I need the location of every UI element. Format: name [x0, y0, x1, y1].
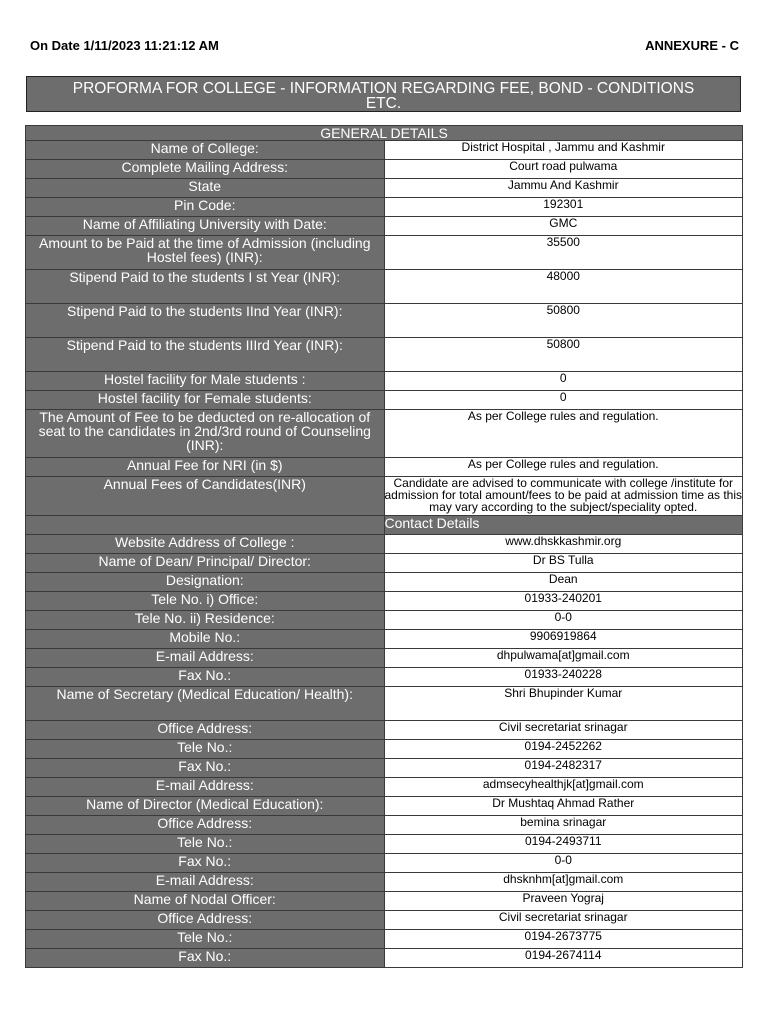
form-row [26, 141, 743, 160]
form-row [26, 217, 743, 236]
form-row [26, 573, 743, 592]
field-value: 01933-240201 [384, 592, 743, 611]
field-value: 0194-2482317 [384, 759, 743, 778]
field-label: The Amount of Fee to be deducted on re-allocation of seat to the candidates in 2nd/3rd round of Counseling (INR): [26, 410, 385, 458]
form-row [26, 911, 743, 930]
form-row [26, 410, 743, 458]
form-row [26, 535, 743, 554]
field-label: Stipend Paid to the students I st Year (INR): [26, 270, 385, 304]
field-value: Shri Bhupinder Kumar [384, 687, 743, 721]
report-date: On Date 1/11/2023 11:21:12 AM [30, 38, 219, 53]
field-label: Hostel facility for Female students: [26, 391, 385, 410]
field-value: As per College rules and regulation. [384, 410, 743, 458]
form-row [26, 759, 743, 778]
field-label: Name of Secretary (Medical Education/ Health): [26, 687, 385, 721]
form-row [26, 668, 743, 687]
form-row [26, 160, 743, 179]
form-row [26, 854, 743, 873]
field-label: Name of Director (Medical Education): [26, 797, 385, 816]
field-value: 50800 [384, 338, 743, 372]
form-row [26, 687, 743, 721]
form-row [26, 949, 743, 968]
field-value: 01933-240228 [384, 668, 743, 687]
field-label: Fax No.: [26, 668, 385, 687]
page-title-line-1: PROFORMA FOR COLLEGE - INFORMATION REGARDING FEE, BOND - CONDITIONS [72, 80, 695, 97]
form-row [26, 554, 743, 573]
field-label: Designation: [26, 573, 385, 592]
field-label: Stipend Paid to the students IInd Year (INR): [26, 304, 385, 338]
field-value: dhsknhm[at]gmail.com [384, 873, 743, 892]
form-row [26, 477, 743, 516]
form-row [26, 816, 743, 835]
form-row [26, 592, 743, 611]
field-value: 0194-2673775 [384, 930, 743, 949]
field-label: Name of College: [26, 141, 385, 160]
form-row [26, 835, 743, 854]
form-row [26, 721, 743, 740]
field-value: Dr BS Tulla [384, 554, 743, 573]
contact-details-header-row [26, 516, 743, 535]
form-row [26, 198, 743, 217]
field-value: bemina srinagar [384, 816, 743, 835]
field-label: Tele No.: [26, 835, 385, 854]
field-label: Hostel facility for Male students : [26, 372, 385, 391]
form-row [26, 930, 743, 949]
form-row [26, 630, 743, 649]
field-label: Name of Affiliating University with Date: [26, 217, 385, 236]
form-row [26, 611, 743, 630]
general-details-header: GENERAL DETAILS [26, 126, 743, 141]
form-row [26, 778, 743, 797]
form-row [26, 270, 743, 304]
contact-details-header: Contact Details [384, 516, 743, 535]
field-label: Website Address of College : [26, 535, 385, 554]
field-value: As per College rules and regulation. [384, 458, 743, 477]
form-row [26, 338, 743, 372]
field-value: Civil secretariat srinagar [384, 911, 743, 930]
field-value: District Hospital , Jammu and Kashmir [384, 141, 743, 160]
field-label: Stipend Paid to the students IIIrd Year (INR): [26, 338, 385, 372]
field-label: Tele No. i) Office: [26, 592, 385, 611]
field-label: Complete Mailing Address: [26, 160, 385, 179]
form-row [26, 179, 743, 198]
field-value: Praveen Yograj [384, 892, 743, 911]
form-row [26, 458, 743, 477]
field-value: dhpulwama[at]gmail.com [384, 649, 743, 668]
page-title [26, 76, 741, 112]
field-value: 0194-2452262 [384, 740, 743, 759]
form-row [26, 649, 743, 668]
proforma-table [25, 125, 743, 968]
field-value: 48000 [384, 270, 743, 304]
field-label: State [26, 179, 385, 198]
field-label: Amount to be Paid at the time of Admission (including Hostel fees) (INR): [26, 236, 385, 270]
form-row [26, 740, 743, 759]
form-row [26, 372, 743, 391]
field-value: Jammu And Kashmir [384, 179, 743, 198]
field-value: Civil secretariat srinagar [384, 721, 743, 740]
field-label: Fax No.: [26, 759, 385, 778]
field-label: Office Address: [26, 721, 385, 740]
field-label: Pin Code: [26, 198, 385, 217]
field-value: 50800 [384, 304, 743, 338]
field-label: Tele No.: [26, 930, 385, 949]
field-value: 9906919864 [384, 630, 743, 649]
field-value: 0194-2674114 [384, 949, 743, 968]
field-value: 192301 [384, 198, 743, 217]
field-value: www.dhskkashmir.org [384, 535, 743, 554]
form-row [26, 304, 743, 338]
field-label: Office Address: [26, 816, 385, 835]
field-value: Court road pulwama [384, 160, 743, 179]
form-row [26, 892, 743, 911]
form-row [26, 873, 743, 892]
field-label: E-mail Address: [26, 778, 385, 797]
contact-details-header-spacer [26, 516, 385, 535]
field-value: 0194-2493711 [384, 835, 743, 854]
field-label: E-mail Address: [26, 873, 385, 892]
field-label: E-mail Address: [26, 649, 385, 668]
field-label: Tele No. ii) Residence: [26, 611, 385, 630]
field-value: Candidate are advised to communicate with college /institute for admission for total amount/fees to be paid at admission time as this may vary according to the subject/speciality opted. [384, 476, 743, 514]
field-value: 35500 [384, 236, 743, 270]
field-label: Mobile No.: [26, 630, 385, 649]
field-value: 0 [384, 391, 743, 410]
field-label: Annual Fee for NRI (in $) [26, 458, 385, 477]
field-label: Fax No.: [26, 854, 385, 873]
field-value: Dean [384, 573, 743, 592]
form-row [26, 797, 743, 816]
field-label: Fax No.: [26, 949, 385, 968]
field-label: Name of Nodal Officer: [26, 892, 385, 911]
field-value: 0-0 [384, 611, 743, 630]
field-value: 0 [384, 372, 743, 391]
page-title-line-2: ETC. [365, 95, 402, 112]
field-value: admsecyhealthjk[at]gmail.com [384, 778, 743, 797]
field-label: Annual Fees of Candidates(INR) [26, 477, 385, 516]
form-row [26, 236, 743, 270]
field-label: Name of Dean/ Principal/ Director: [26, 554, 385, 573]
field-value: GMC [384, 217, 743, 236]
field-label: Tele No.: [26, 740, 385, 759]
field-value: Dr Mushtaq Ahmad Rather [384, 797, 743, 816]
field-value: 0-0 [384, 854, 743, 873]
annexure-label: ANNEXURE - C [645, 38, 739, 53]
general-details-header-row [26, 126, 743, 141]
field-label: Office Address: [26, 911, 385, 930]
form-row [26, 391, 743, 410]
